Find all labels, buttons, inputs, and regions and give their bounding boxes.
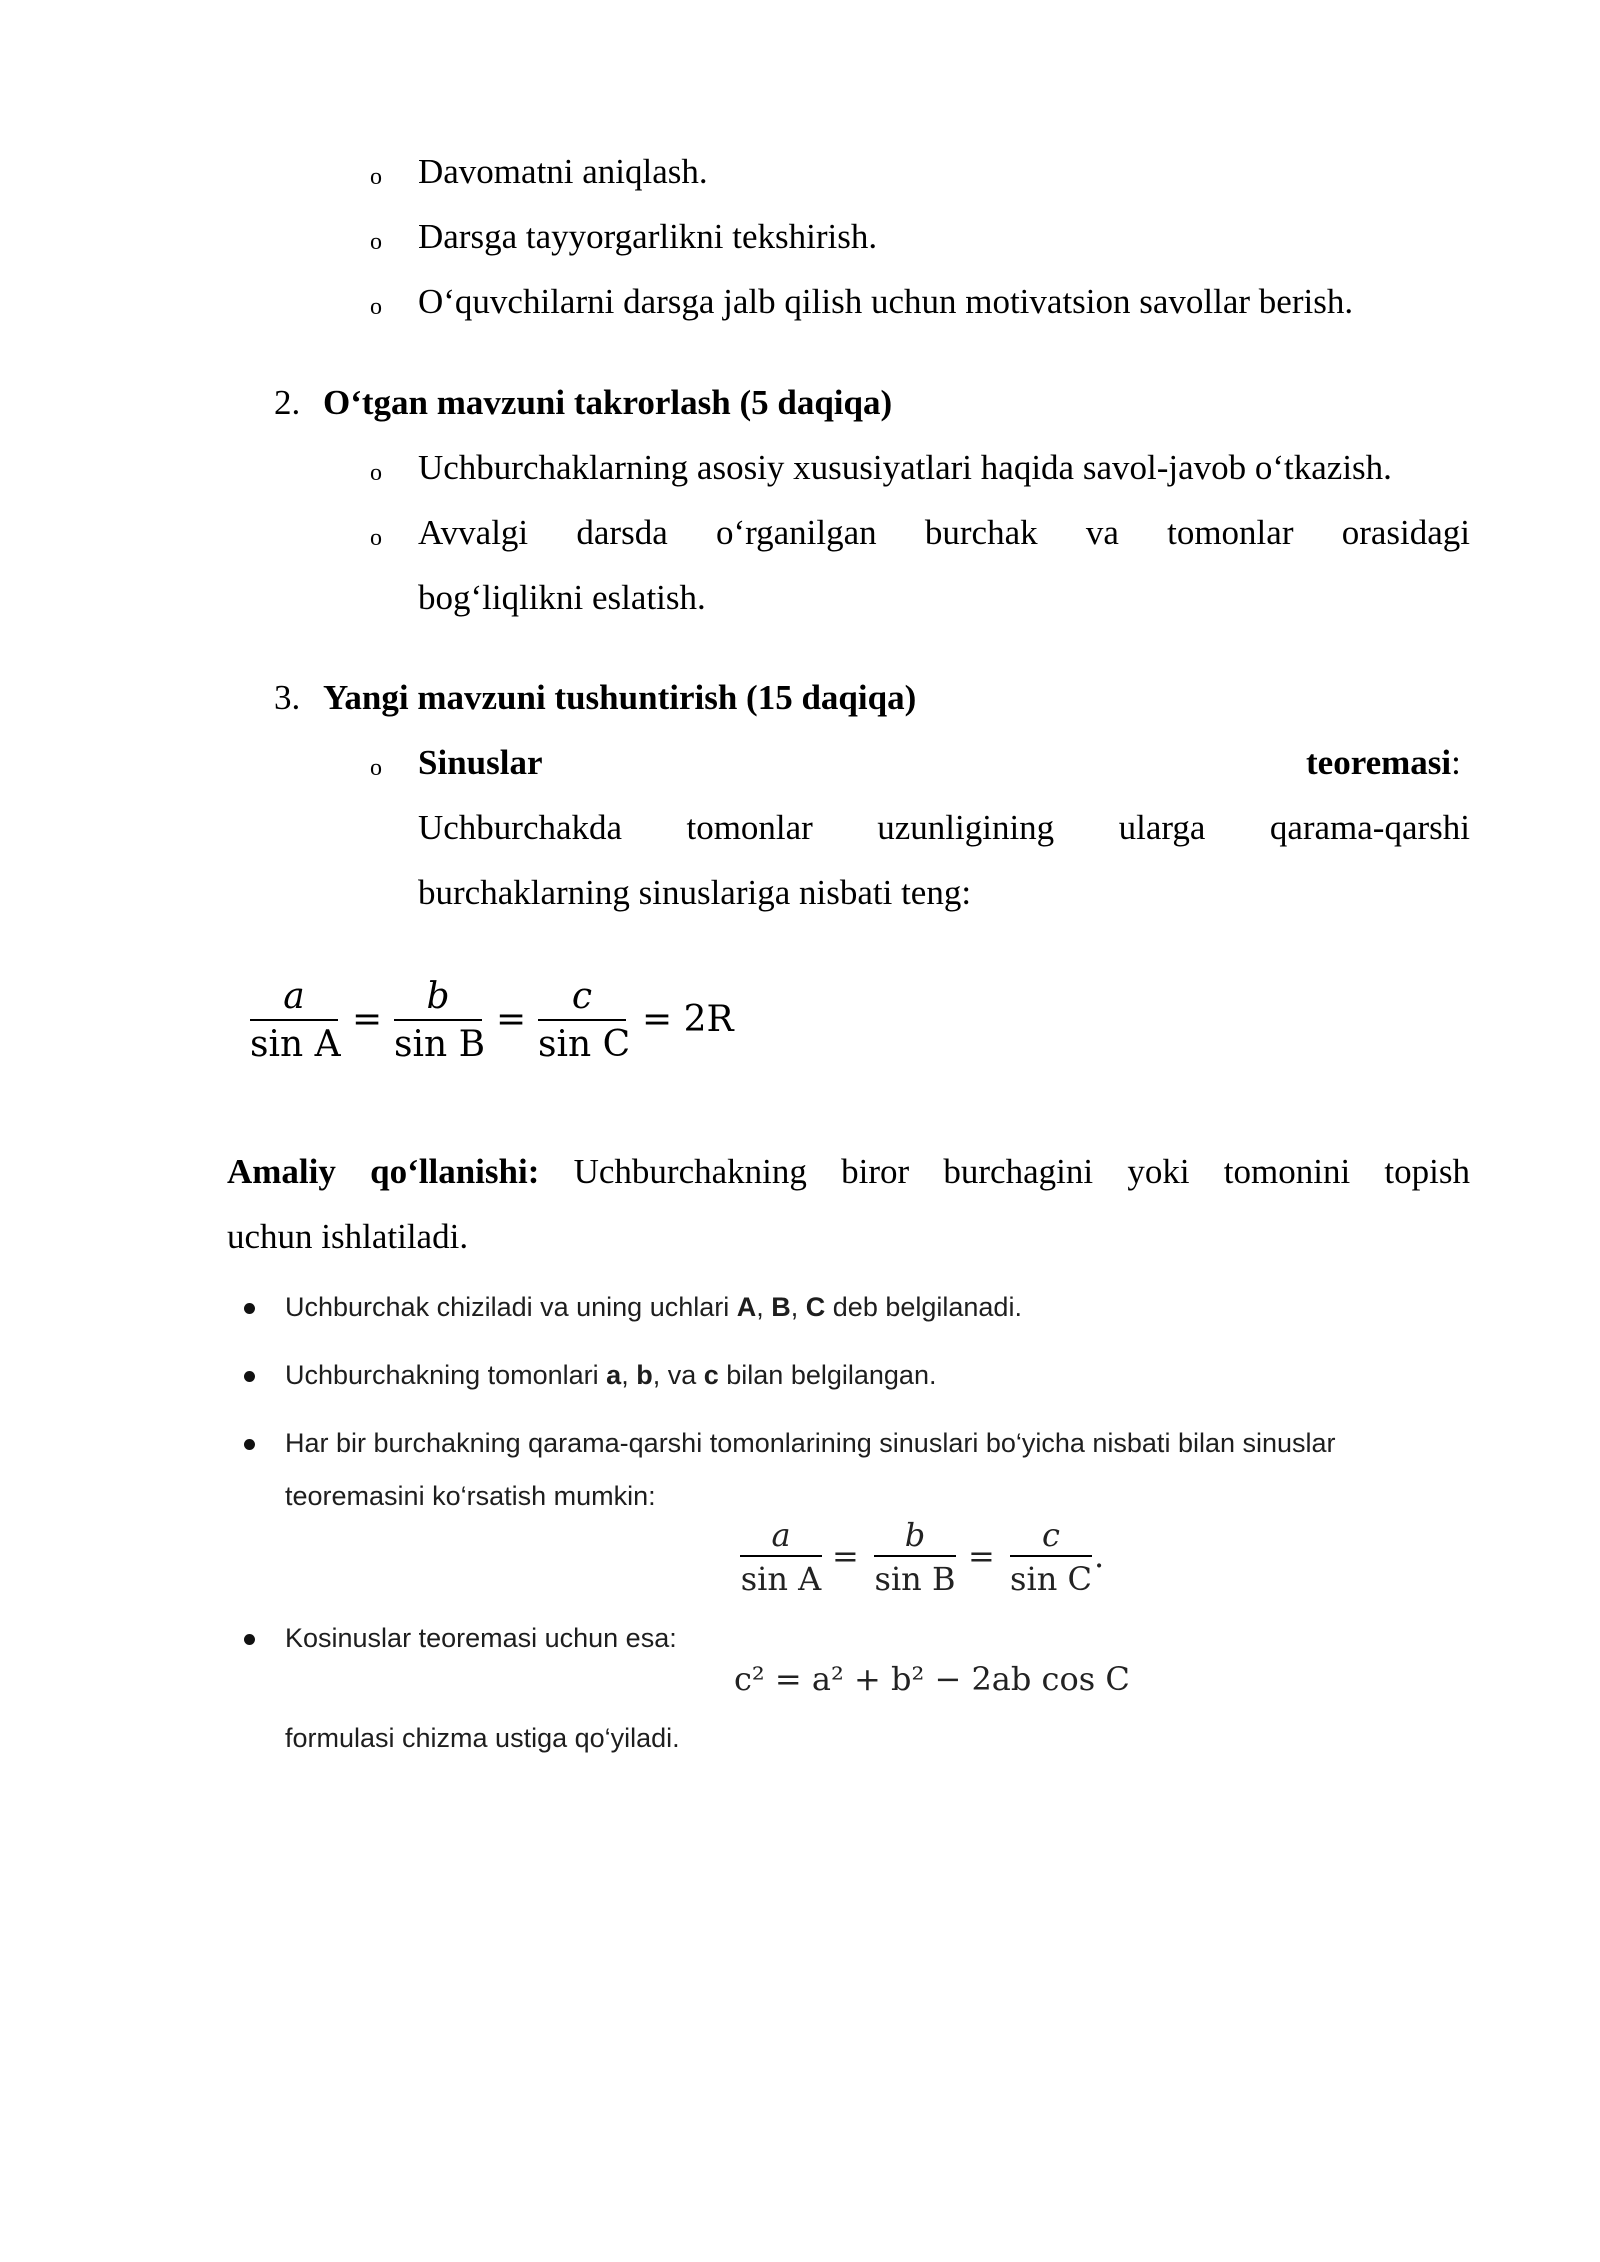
bullet-icon bbox=[244, 1439, 255, 1450]
list-item-continuation: teoremasini ko‘rsatish mumkin: bbox=[285, 1481, 656, 1511]
list-item: Uchburchakning tomonlari a, b, va c bilan belgilangan. bbox=[285, 1360, 937, 1390]
theorem-name-word: Sinuslar bbox=[418, 743, 543, 782]
section-title: Yangi mavzuni tushuntirish (15 daqiqa) bbox=[323, 678, 917, 717]
paragraph-line: uchun ishlatiladi. bbox=[227, 1217, 469, 1256]
list-item: Har bir burchakning qarama-qarshi tomonlarining sinuslari bo‘yicha nisbati bilan sinuslar bbox=[285, 1428, 1336, 1458]
theorem-description: burchaklarning sinuslariga nisbati teng: bbox=[418, 873, 972, 912]
section-number: 2. bbox=[274, 383, 301, 422]
list-item: Uchburchaklarning asosiy xususiyatlari haqida savol-javob o‘tkazish. bbox=[418, 448, 1392, 487]
bullet-circle-icon: o bbox=[370, 164, 382, 190]
list-item: Uchburchak chiziladi va uning uchlari A, B, C deb belgilanadi. bbox=[285, 1292, 1022, 1322]
section-title: O‘tgan mavzuni takrorlash (5 daqiqa) bbox=[323, 383, 893, 422]
paragraph-line: Amaliy qo‘llanishi: Uchburchakning biror burchagini yoki tomonini topish bbox=[227, 1152, 1471, 1191]
bullet-circle-icon: o bbox=[370, 460, 382, 486]
theorem-name-word: teoremasi: bbox=[1306, 743, 1461, 782]
list-item-continuation: formulasi chizma ustiga qo‘yiladi. bbox=[285, 1723, 680, 1753]
bullet-circle-icon: o bbox=[370, 294, 382, 320]
list-item: Avvalgi darsda o‘rganilgan burchak va tomonlar orasidagi bbox=[418, 513, 1470, 552]
bullet-circle-icon: o bbox=[370, 229, 382, 255]
list-item: Kosinuslar teoremasi uchun esa: bbox=[285, 1623, 677, 1653]
section-number: 3. bbox=[274, 678, 301, 717]
list-item-continuation: bog‘liqlikni eslatish. bbox=[418, 578, 706, 617]
list-item: Davomatni aniqlash. bbox=[418, 152, 708, 191]
list-item: O‘quvchilarni darsga jalb qilish uchun motivatsion savollar berish. bbox=[418, 282, 1354, 321]
bullet-icon bbox=[244, 1634, 255, 1645]
list-item: Darsga tayyorgarlikni tekshirish. bbox=[418, 217, 878, 256]
bullet-circle-icon: o bbox=[370, 525, 382, 551]
cosine-law-formula: c² = a² + b² − 2ab cos C bbox=[734, 1660, 1130, 1698]
bullet-circle-icon: o bbox=[370, 755, 382, 781]
theorem-description: Uchburchakda tomonlar uzunligining ularga qarama-qarshi bbox=[418, 808, 1470, 847]
bullet-icon bbox=[244, 1303, 255, 1314]
bullet-icon bbox=[244, 1371, 255, 1382]
